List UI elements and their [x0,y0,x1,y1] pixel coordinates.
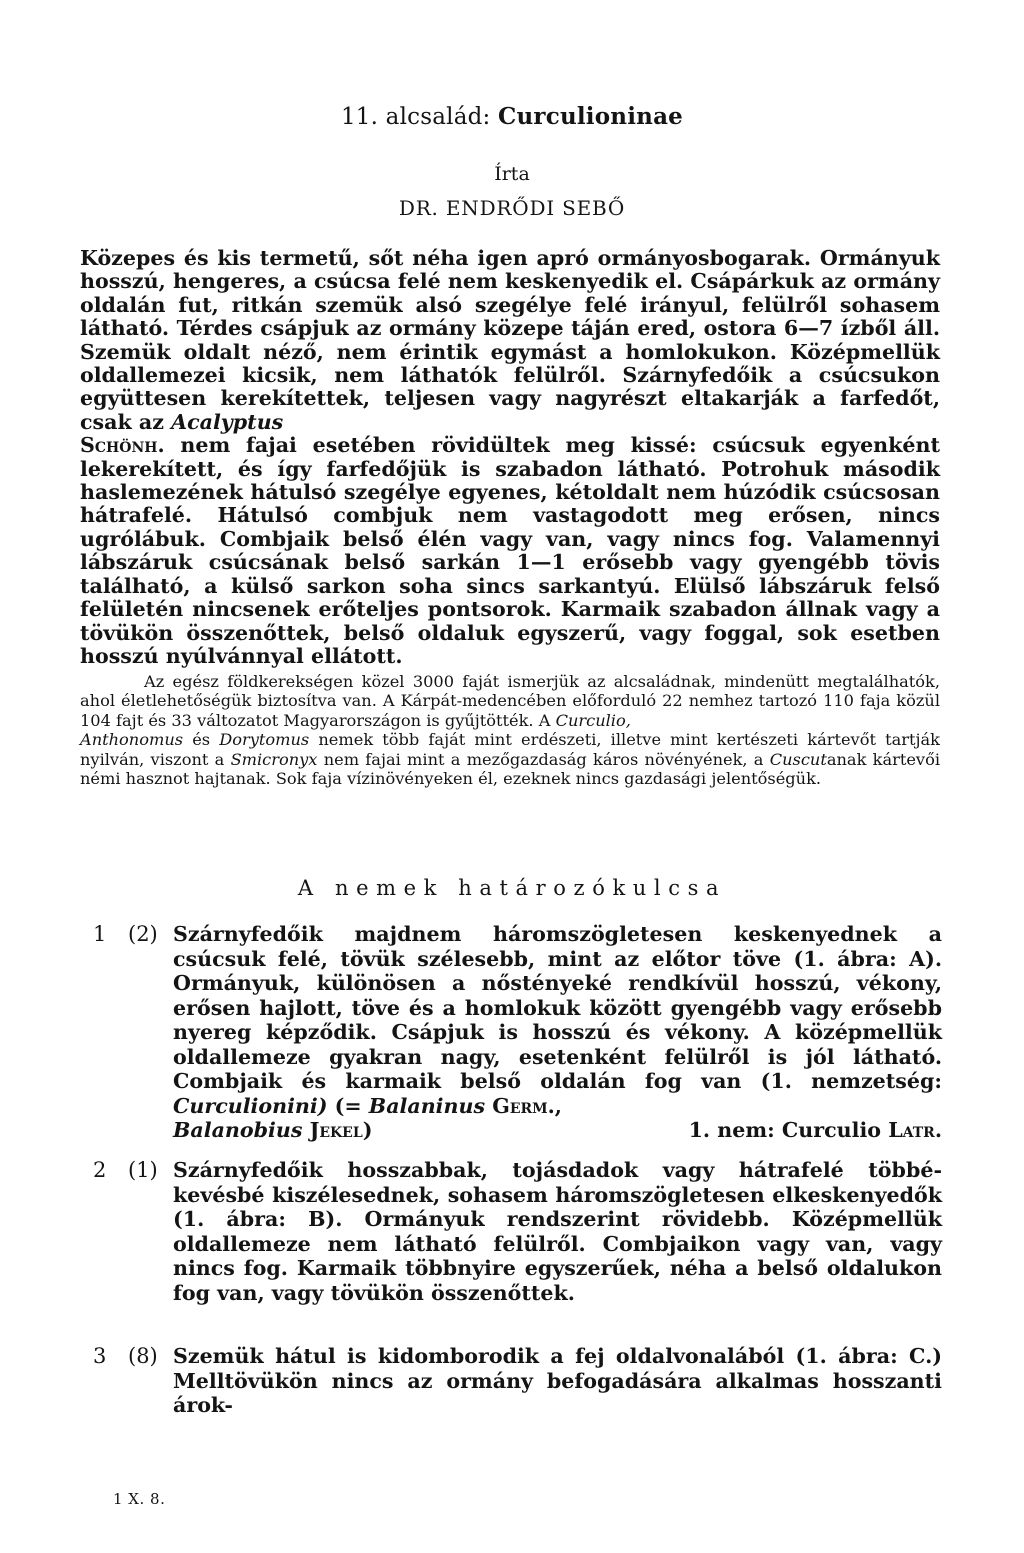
entry-synonym-2 [173,1118,372,1143]
note-text-e: anak kártevői némi hasznot hajtanak. Sok faja vízinövényeken él, ezeknek nincs gazdasági jelentőségük. [80,749,940,789]
title-number: 11. [340,104,379,130]
entry-result-line [173,1118,942,1143]
entry-synonym-close: ) [362,1118,373,1142]
intro-text-2: nem fajai esetében rövidültek meg kissé: csúcsuk egyenként lekerekített, és így farfedőjük is szabadon látható. Potrohuk második haslemezének hátulsó szegélye egyenes, kétoldalt nem húzódik csúcsosan hátrafelé. Hátulsó combjuk nem vastagodott meg erősen, nincs ugrólábuk. Combjaik belső élén vagy van, vagy nincs fog. Valamennyi lábszáruk csúcsának belső sarkán 1—1 erősebb vagy gyengébb tövis található, a külső sarkon soha sincs sarkantyú. Elülső lábszáruk felső felületén nincsenek erőteljes pontsorok. Karmaik szabadon állnak vagy a tövükön összenőttek, belső oldaluk egyszerű, vagy foggal, sok esetben hosszú nyúlvánnyal ellátott. [80,433,940,668]
genus-anthonomus: Anthonomus [80,730,184,750]
entry-reference: (2) [128,922,158,946]
genus-curculio: Curculio, [555,710,631,730]
entry-result [689,1118,942,1143]
intro-text-1: Közepes és kis termetű, sőt néha igen apró ormányosbogarak. Ormányuk hosszú, hengeres, a csúcsa felé nem keskenyedik el. Csápárkuk az ormány oldalán fut, ritkán szemük alsó szegélye felé irányul, felülről sohasem látható. Térdes csápjuk az ormány közepe táján ered, ostora 6—7 ízből áll. Szemük oldalt néző, nem érintik egymást a homlokukon. Középmellük oldallemezei kicsik, nem láthatók felülről. Szárnyfedőik a csúcsukon együttesen kerekítettek, teljesen vagy nagyrészt eltakarják a farfedőt, csak az [80,246,940,434]
genus-dorytomus: Dorytomus [219,730,310,750]
entry-synonym-open: (= [327,1093,369,1118]
title-subfamily: Curculioninae [498,103,684,130]
key-heading: A nemek határozókulcsa [297,876,727,900]
note-text-d: nem fajai mint a mezőgazdaság káros növényének, a [317,749,770,769]
entry-comma: , [554,1093,562,1118]
entry-number: 3 [93,1344,107,1368]
note-paragraph [80,672,940,788]
genus-balaninus: Balaninus [368,1093,486,1118]
entry-text: Szemük hátul is kidomborodik a fej oldalvonalából (1. ábra: C.) Melltövükön nincs az ormány befogadására alkalmas hosszanti árok- [173,1344,942,1417]
author-jekel: Jekel [309,1118,363,1142]
entry-text-body: Szárnyfedőik majdnem háromszögletesen keskenyednek a csúcsuk felé, tövük szélesebb, mint az előtor töve (1. ábra: A). Ormányuk, különösen a nőstényeké rendkívül hosszú, vékony, erősen hajlott, töve és a homlokuk között gyengébb vagy erősebb nyereg képződik. Csápjuk is hosszú és vékony. A középmellük oldallemeze gyakran nagy, esetenként felülről is jól látható. Combjaik és karmaik belső oldalán fog van (1. nemzetség: [173,922,942,1093]
tribe-curculionini: Curculionini) [173,1093,328,1118]
author-germ: Germ. [492,1093,555,1118]
author-name: DR. ENDRŐDI SEBŐ [398,196,626,220]
section-title [0,103,1024,130]
entry-number: 2 [93,1158,107,1182]
author-latr: Latr. [888,1118,942,1142]
genus-cuscuta: Cuscut [769,749,827,769]
genus-acalyptus: Acalyptus [171,409,284,434]
entry-text [173,922,942,1143]
signature-mark: 1 X. 8. [113,1490,166,1508]
entry-number: 1 [93,922,107,946]
note-text-b: és [183,730,220,750]
title-label: alcsalád: [385,104,491,130]
byline: Írta [494,163,530,185]
entry-text: Szárnyfedőik hosszabbak, tojásdadok vagy hátrafelé többé-kevésbé kiszélesednek, sohasem háromszögletesen elkeskenyedők (1. ábra: B). Ormányuk rendszerint rövidebb. Középmellük oldallemeze nem látható felülről. Combjaikon vagy van, vagy nincs fog. Karmaik többnyire egyszerűek, néha a belső oldalukon fog van, vagy tövükön összenőttek. [173,1158,942,1305]
note-text-c: nemek több faját mint erdészeti, illetve mint kertészeti kártevőt tartják nyilván, viszont a [80,730,940,769]
genus-balanobius: Balanobius [173,1118,303,1142]
result-genus: Curculio [781,1118,882,1142]
note-text-a: Az egész földkerekségen közel 3000 faját ismerjük az alcsaládnak, mindenütt megtalálhatók, ahol életlehetőségük biztosítva van. A Kárpát-medencében előforduló 22 nemhez tartozó 110 faja közül 104 fajt és 33 változatot Magyarországon is gyűjtötték. A [80,672,940,730]
author-schonh: Schönh. [80,433,165,458]
entry-reference: (1) [128,1158,158,1182]
result-label: 1. nem: [688,1118,782,1142]
entry-reference: (8) [128,1344,158,1368]
intro-paragraph [80,247,940,668]
genus-smicronyx: Smicronyx [230,749,318,769]
